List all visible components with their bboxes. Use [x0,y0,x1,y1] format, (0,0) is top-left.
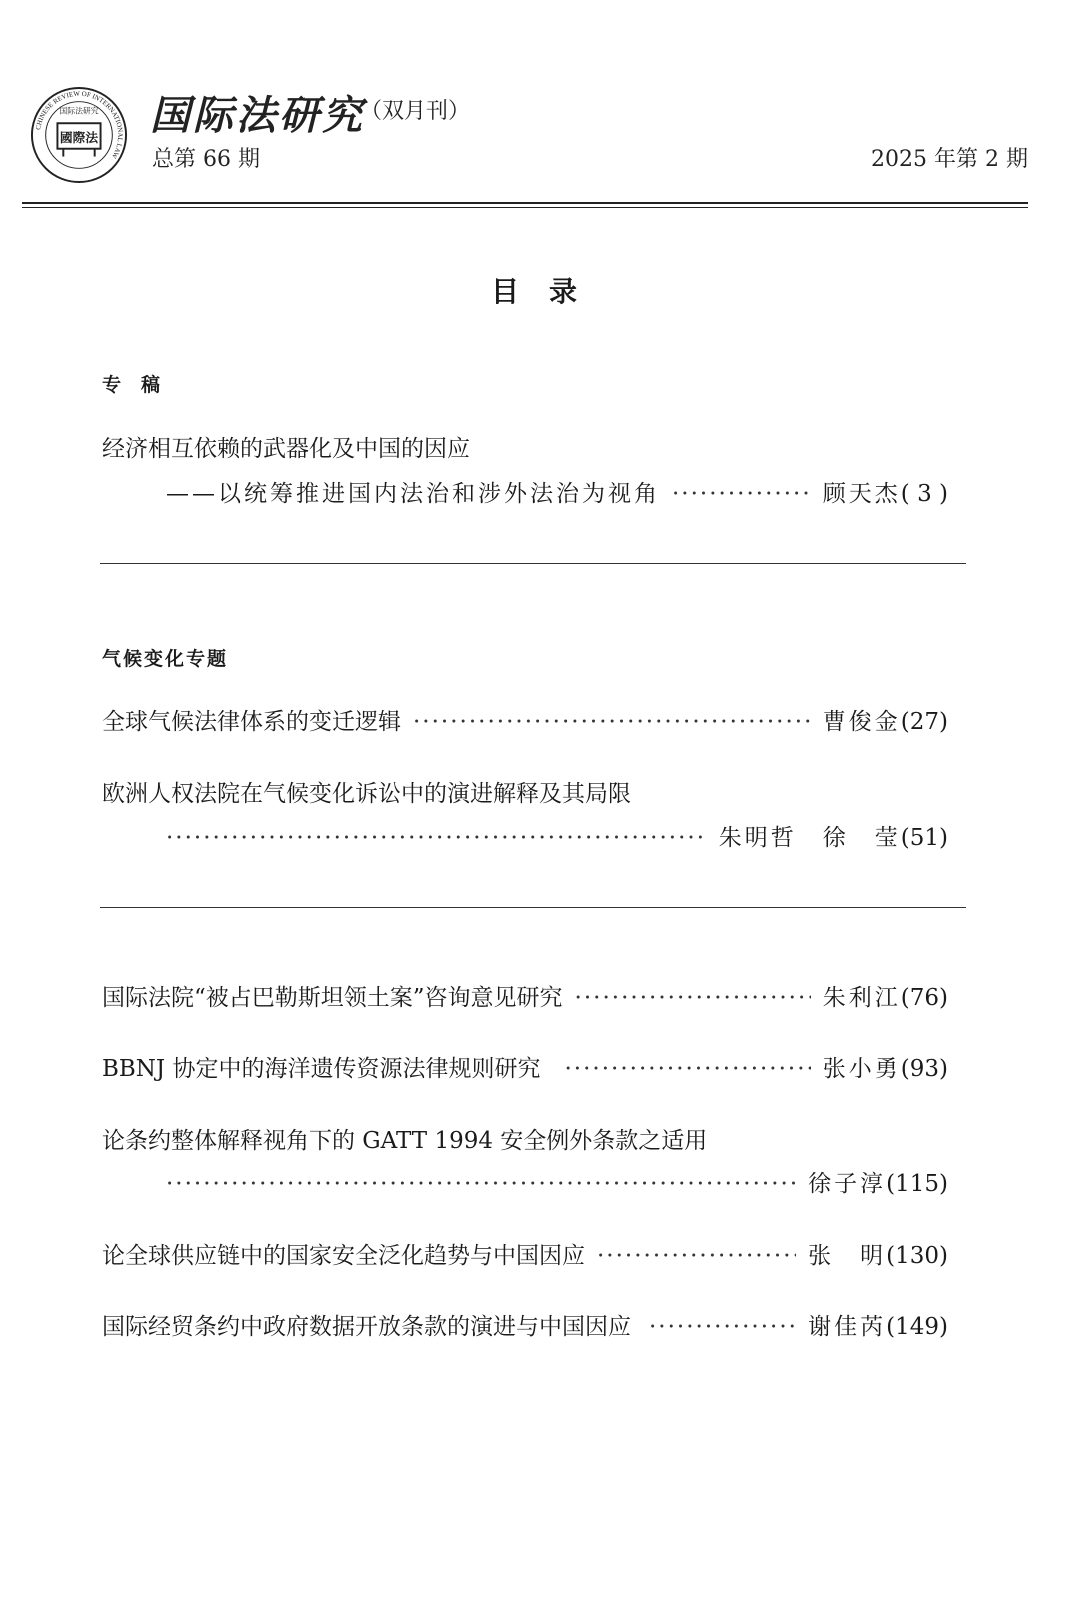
article-page: ( 3 ) [900,481,948,507]
leader-dots [564,1053,810,1085]
toc-entry[interactable] [102,706,948,738]
article-author: 顾天杰 [822,481,901,507]
article-title: 国际法院“被占巴勒斯坦领土案”咨询意见研究 [102,985,563,1011]
issue-number: 2025 年第 2 期 [871,147,1028,172]
svg-text:国际法研究: 国际法研究 [59,106,99,116]
toc-entry[interactable] [166,478,948,510]
toc-title: 目录 [490,275,607,308]
toc-entry[interactable] [102,1311,948,1343]
article-title: 国际经贸条约中政府数据开放条款的演进与中国因应 [102,1314,631,1340]
article-title[interactable]: 论条约整体解释视角下的 GATT 1994 安全例外条款之适用 [102,1128,708,1154]
journal-frequency: （双月刊） [360,99,471,124]
journal-title: 国际法研究 [150,92,365,139]
section-divider [100,907,966,908]
article-author: 曹俊金 [822,709,901,735]
article-author: 谢佳芮 [808,1314,887,1340]
article-author: 张 明 [808,1243,887,1269]
section-divider [100,563,966,564]
article-page: (27) [900,709,948,735]
toc-entry[interactable] [166,822,948,854]
article-page: (76) [900,985,948,1011]
article-page: (115) [886,1171,948,1197]
leader-dots [649,1311,796,1343]
article-author: 朱利江 [822,985,901,1011]
article-page: (149) [886,1314,948,1340]
article-page: (51) [900,825,948,851]
toc-entry[interactable] [166,1168,948,1200]
total-issue-number: 总第 66 期 [152,147,260,172]
section-heading-climate: 气候变化专题 [102,648,229,670]
leader-dots [672,478,811,510]
svg-text:CHINESE REVIEW OF INTERNATIONA: CHINESE REVIEW OF INTERNATIONAL LAW [35,90,124,160]
article-page: (130) [886,1243,948,1269]
leader-dots [575,982,811,1014]
article-page: (93) [900,1056,948,1082]
article-title: 全球气候法律体系的变迁逻辑 [102,709,401,735]
svg-text:國際法: 國際法 [59,130,99,146]
article-author: 徐子淳 [808,1171,887,1197]
header-rule-thin [22,207,1028,208]
article-title: 论全球供应链中的国家安全泛化趋势与中国因应 [102,1243,585,1269]
journal-seal-logo [30,86,128,184]
toc-entry[interactable] [102,982,948,1014]
section-heading-special: 专稿 [102,374,181,396]
article-subtitle: ——以统筹推进国内法治和涉外法治为视角 [166,481,660,507]
header-rule-thick [22,202,1028,204]
article-author: 张小勇 [822,1056,901,1082]
toc-entry[interactable] [102,1240,948,1272]
article-title[interactable]: 经济相互依赖的武器化及中国的因应 [102,436,470,462]
toc-entry[interactable] [102,1053,948,1085]
leader-dots [413,706,811,738]
leader-dots [166,1168,796,1200]
article-title: BBNJ 协定中的海洋遗传资源法律规则研究 [102,1056,541,1082]
leader-dots [166,822,707,854]
leader-dots [597,1240,796,1272]
article-title[interactable]: 欧洲人权法院在气候变化诉讼中的演进解释及其局限 [102,781,631,807]
article-author: 朱明哲 徐 莹 [718,825,901,851]
